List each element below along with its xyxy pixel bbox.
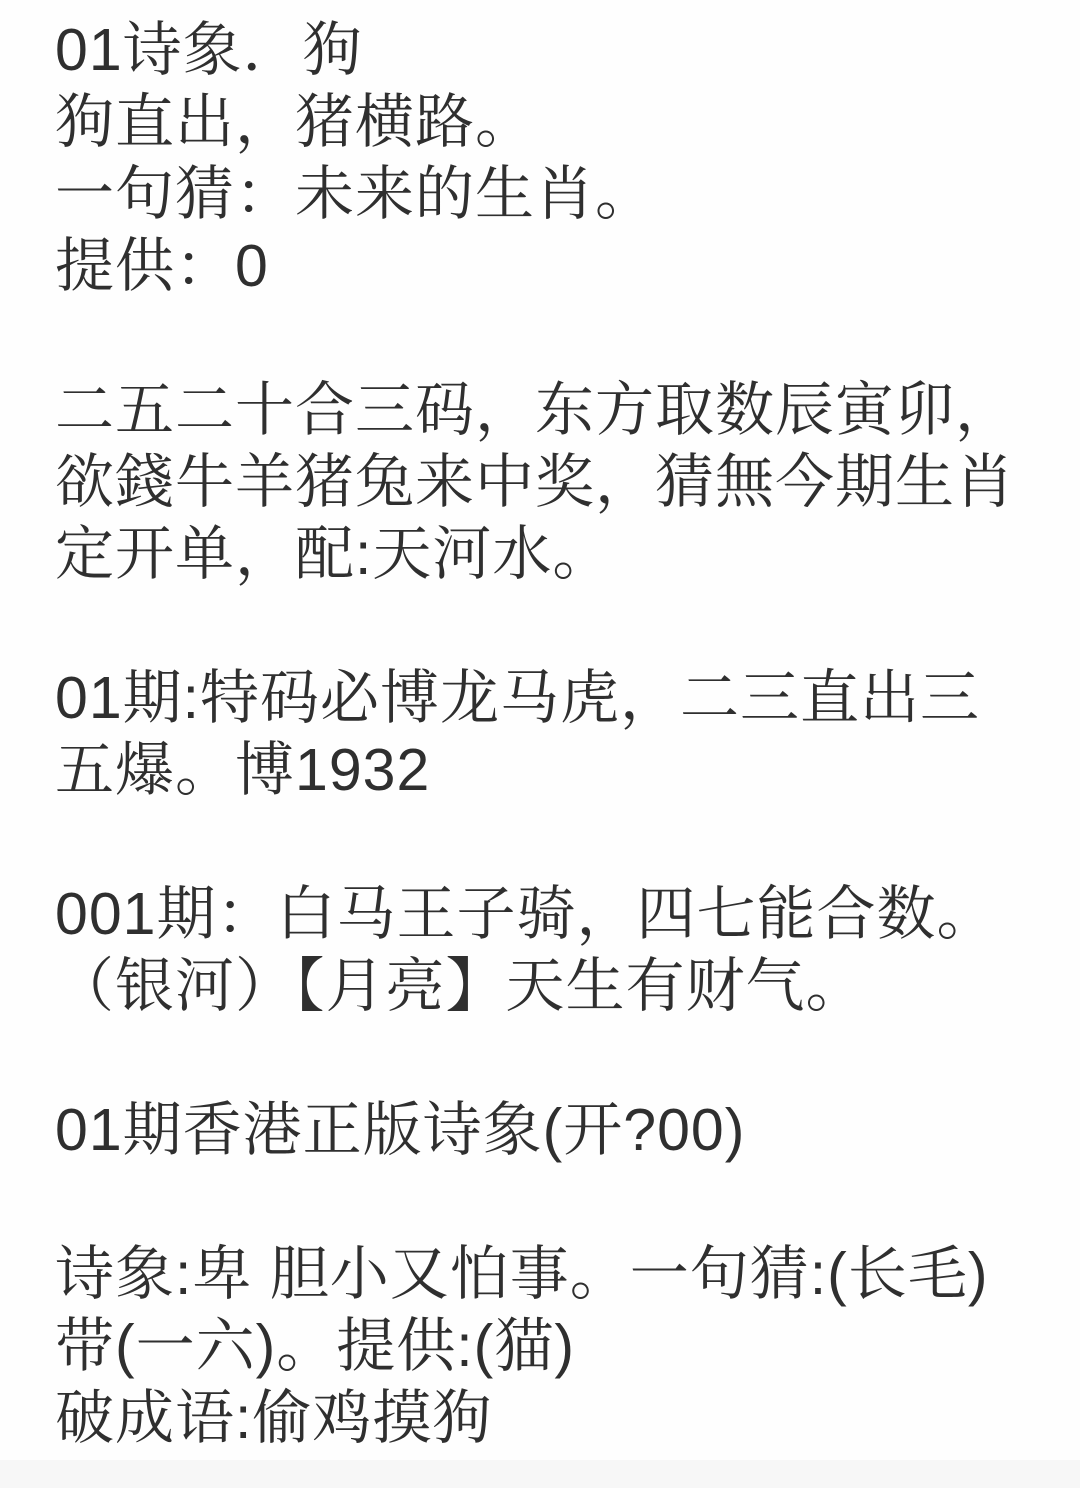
text-line: 五爆。博1932 <box>55 737 431 803</box>
paragraph-hint <box>55 1238 1050 1454</box>
text-line: 诗象:卑 胆小又怕事。一句猜:(长毛) <box>55 1241 989 1307</box>
paragraph-poem-header <box>55 14 1050 302</box>
text-line: 01期:特码必博龙马虎，二三直出三 <box>55 665 981 731</box>
text-line: 一句猜：未来的生肖。 <box>55 161 656 227</box>
text-line: 欲錢牛羊猪兔来中奖，猜無今期生肖 <box>55 449 1016 515</box>
text-line: （银河）【月亮】天生有财气。 <box>55 953 866 1019</box>
text-line: 狗直出，猪横路。 <box>55 89 536 155</box>
text-line: 带(一六)。提供:(猫) <box>55 1313 575 1379</box>
text-line: 破成语:偷鸡摸狗 <box>55 1385 493 1451</box>
text-line: 001期：白马王子骑，四七能合数。 <box>55 881 997 947</box>
footer-strip <box>0 1460 1080 1488</box>
paragraph-hk-edition <box>55 1094 1050 1166</box>
paragraph-issue-001 <box>55 878 1050 1022</box>
paragraph-verse <box>55 374 1050 590</box>
text-line: 定开单，配:天河水。 <box>55 521 613 587</box>
text-line: 01期香港正版诗象(开?00) <box>55 1097 746 1163</box>
text-line: 二五二十合三码，东方取数辰寅卯， <box>55 377 1016 443</box>
text-line: 01诗象．狗 <box>55 17 363 83</box>
paragraph-issue-01 <box>55 662 1050 806</box>
text-line: 提供：0 <box>55 233 269 299</box>
